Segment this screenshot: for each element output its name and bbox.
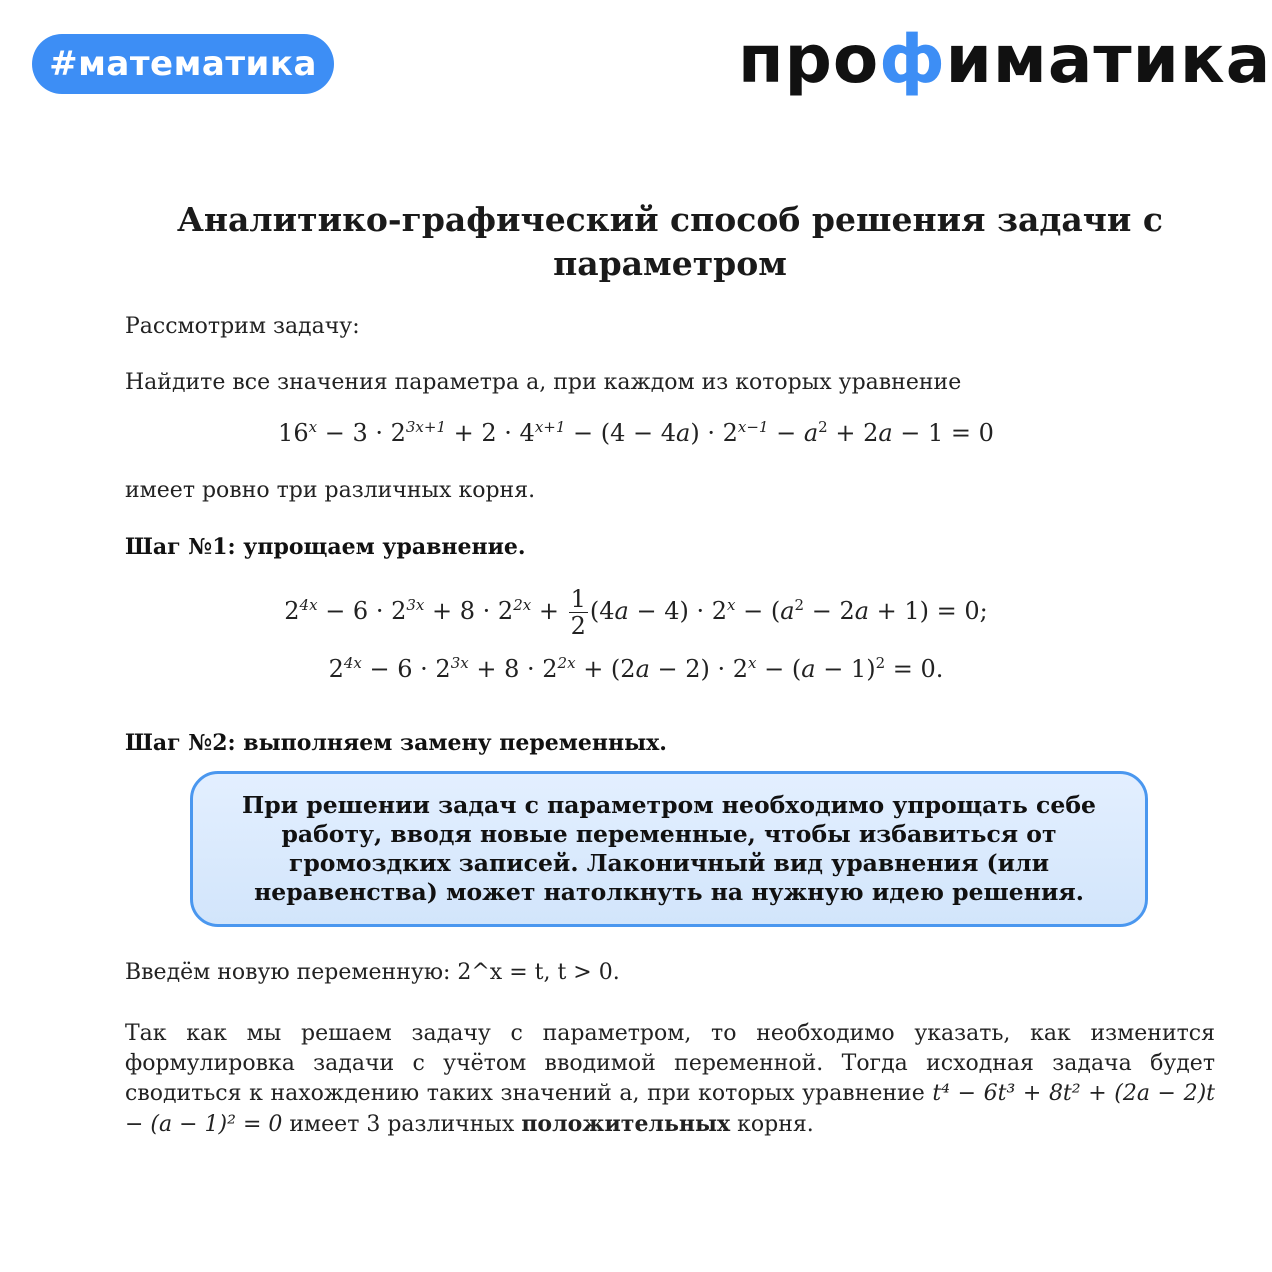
logo-part-1: про [738,21,880,98]
conclusion-end: корня. [737,1112,814,1137]
conclusion-text: Так как мы решаем задачу с параметром, то необходимо указать, как изменится формулировка задачи с учётом вводимой переменной. Тогда исходная задача будет сводиться к нахождению таких значений a, при которых уравнение [125,1021,1215,1106]
task-equation: $16^x - 3 \cdot 2^{3x+1} + 2 \cdot 4^{x+1} - (4 - 4a) \cdot 2^{x-1} - a^2 + 2a - 1 = 0$ [278,418,994,447]
task-tail-text: имеет ровно три различных корня. [125,478,536,503]
conclusion-bold-word: положительных [521,1111,731,1137]
page-title: Аналитико-графический способ решения задачи с параметром [177,200,1163,283]
tip-callout-text: При решении задач с параметром необходимо упрощать себе работу, вводя новые переменные, чтобы избавиться от громоздких записей. Лаконичный вид уравнения (или неравенства) может натолкнуть на нужную идею решения. [242,791,1096,906]
step1-equation-1: $2^{4x} - 6 \cdot 2^{3x} + 8 \cdot 2^{2x}$ + $\frac{1}{2}$ $(4a - 4) \cdot 2^x - (a^2 - 2a + 1) = 0$; [284,585,988,640]
conclusion-equation: t⁴ − 6t³ + 8t² + (2a − 2)t − (a − 1)² = 0 [125,1081,1215,1137]
intro-text: Рассмотрим задачу: [125,314,360,339]
substitution-text: Введём новую переменную: 2^x = t, t > 0. [125,960,620,985]
hashtag-badge[interactable]: #математика [32,34,334,94]
logo-part-2: иматика [945,21,1272,98]
logo-accent-letter: ф [879,21,946,98]
brand-logo [738,12,1271,108]
fraction-one-half: $\frac{1}{2}$ [570,585,586,640]
step2-heading: Шаг №2: выполняем замену переменных. [125,730,667,756]
conclusion-mid: имеет 3 различных [289,1112,515,1137]
task-text: Найдите все значения параметра a, при каждом из которых уравнение [125,370,962,395]
step1-heading: Шаг №1: упрощаем уравнение. [125,534,526,560]
step1-equation-2: $2^{4x} - 6 \cdot 2^{3x} + 8 \cdot 2^{2x} + (2a - 2) \cdot 2^x - (a - 1)^2 = 0$. [328,654,944,683]
tip-callout [190,771,1148,927]
conclusion-paragraph [125,1019,1215,1140]
